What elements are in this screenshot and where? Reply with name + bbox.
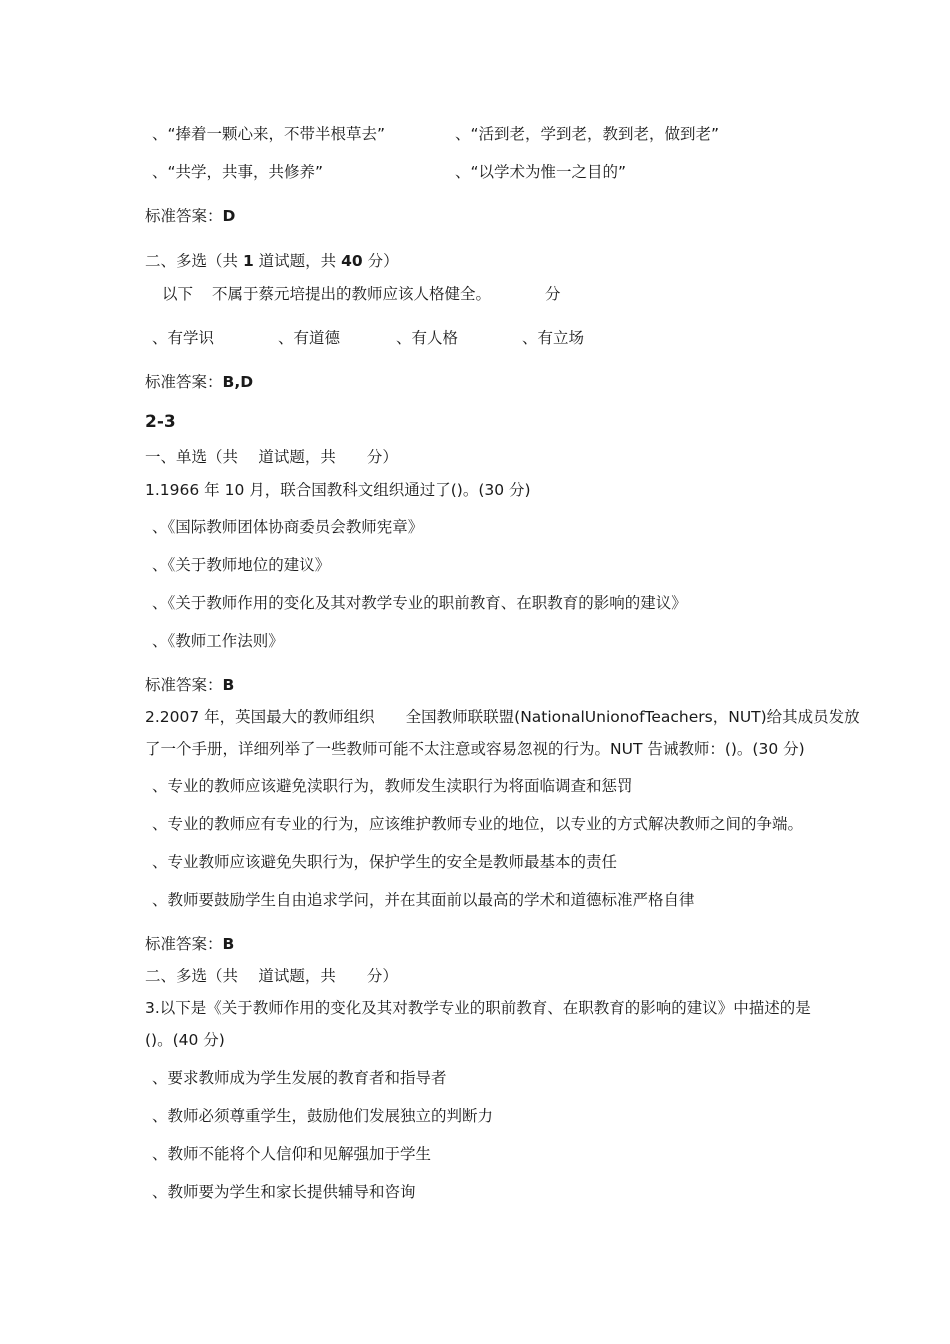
option-d: 、有立场 xyxy=(522,329,585,347)
multi-choice-header xyxy=(145,251,399,271)
header-text: 分） xyxy=(362,252,399,270)
header-text: 道试题，共 xyxy=(253,252,342,270)
q3-option-b: 、教师必须尊重学生，鼓励他们发展独立的判断力 xyxy=(152,1107,494,1125)
q2-option-a: 、专业的教师应该避免渎职行为，教师发生渎职行为将面临调查和惩罚 xyxy=(152,777,633,795)
q3-option-c: 、教师不能将个人信仰和见解强加于学生 xyxy=(152,1145,432,1163)
q1-option-a: 、《国际教师团体协商委员会教师宪章》 xyxy=(152,518,424,536)
q1-answer-line xyxy=(145,675,234,695)
single-choice-header: 一、单选（共 道试题，共 分） xyxy=(145,448,398,466)
q3-option-d: 、教师要为学生和家长提供辅导和咨询 xyxy=(152,1183,416,1201)
header-score: 40 xyxy=(341,252,363,270)
answer-value: B xyxy=(222,935,235,953)
answer-label: 标准答案： xyxy=(145,935,223,953)
header-count: 1 xyxy=(242,252,254,270)
answer-value: B xyxy=(222,676,235,694)
answer-label: 标准答案： xyxy=(145,676,223,694)
option-b: 、“活到老，学到老，教到老，做到老” xyxy=(455,125,720,143)
option-c: 、“共学，共事，共修养” xyxy=(152,163,324,181)
option-b: 、有道德 xyxy=(278,329,341,347)
question-2-line-1: 2.2007 年，英国最大的教师组织 全国教师联联盟(NationalUnionofTeachers，NUT)给其成员发放 xyxy=(145,708,860,726)
question-part-c: 分 xyxy=(545,285,561,303)
option-a: 、“捧着一颗心来，不带半根草去” xyxy=(152,125,386,143)
q2-answer-line xyxy=(145,934,234,954)
question-2-line-2: 了一个手册，详细列举了一些教师可能不太注意或容易忽视的行为。NUT 告诫教师：()。(30 分) xyxy=(145,740,805,758)
q3-option-a: 、要求教师成为学生发展的教育者和指导者 xyxy=(152,1069,447,1087)
header-text: 二、多选（共 xyxy=(145,252,243,270)
answer-label: 标准答案： xyxy=(145,373,223,391)
question-3-line-2: ()。(40 分) xyxy=(145,1031,225,1049)
option-a: 、有学识 xyxy=(152,329,215,347)
multi-choice-header-2: 二、多选（共 道试题，共 分） xyxy=(145,967,398,985)
q2-option-d: 、教师要鼓励学生自由追求学问，并在其面前以最高的学术和道德标准严格自律 xyxy=(152,891,695,909)
question-part-a: 以下 xyxy=(162,285,194,303)
section-title: 2-3 xyxy=(145,412,176,432)
q2-option-c: 、专业教师应该避免失职行为，保护学生的安全是教师最基本的责任 xyxy=(152,853,618,871)
q1-option-c: 、《关于教师作用的变化及其对教学专业的职前教育、在职教育的影响的建议》 xyxy=(152,594,687,612)
answer-value: B,D xyxy=(222,373,254,391)
question-1: 1.1966 年 10 月，联合国教科文组织通过了()。(30 分) xyxy=(145,481,531,499)
answer-line xyxy=(145,206,235,226)
option-c: 、有人格 xyxy=(396,329,459,347)
answer-line xyxy=(145,372,253,392)
q1-option-d: 、《教师工作法则》 xyxy=(152,632,284,650)
q2-option-b: 、专业的教师应有专业的行为，应该维护教师专业的地位，以专业的方式解决教师之间的争端。 xyxy=(152,815,804,833)
option-d: 、“以学术为惟一之目的” xyxy=(455,163,627,181)
answer-label: 标准答案： xyxy=(145,207,223,225)
question-part-b: 不属于蔡元培提出的教师应该人格健全。 xyxy=(212,285,492,303)
answer-value: D xyxy=(222,207,236,225)
question-3-line-1: 3.以下是《关于教师作用的变化及其对教学专业的职前教育、在职教育的影响的建议》中描述的是 xyxy=(145,999,811,1017)
q1-option-b: 、《关于教师地位的建议》 xyxy=(152,556,331,574)
